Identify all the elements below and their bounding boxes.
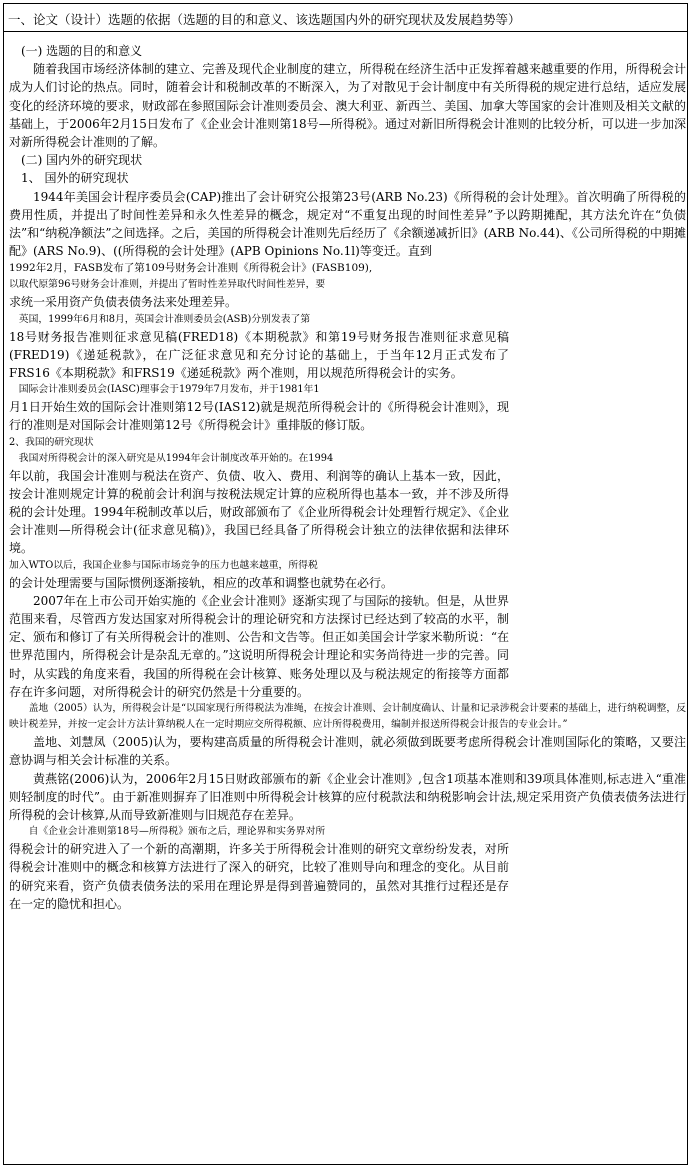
- foreign-paragraph-2b: 18号财务报告准则征求意见稿(FRED18)《本期税款》和第19号财务报告准则征求意见稿(FRED19)《递延税款》，在广泛征求意见和充分讨论的基础上，于当年12月正式发布了FRS16《本期税款》和FRS19《递延税款》两个准则，用以规范所得税会计的实务。: [9, 329, 509, 381]
- domestic-title: 2、我国的研究现状: [9, 436, 94, 448]
- domestic-paragraph-5: 黄燕铭(2006)认为，2006年2月15日财政部颁布的新《企业会计准则》,包含1项基本准则和39项具体准则,标志进入“重准则轻制度的时代”。由于新准则摒弃了旧准则中所得税会计核算的应付税款法和纳税影响会计法,规定采用资产负债表债务法进行所得税的会计核算,从而导致新准则与旧规范存在差异。: [9, 771, 686, 822]
- document-frame: [3, 3, 688, 1165]
- foreign-paragraph-2a: 英国，1999年6月和8月，英国会计准则委员会(ASB)分别发表了第: [18, 313, 311, 325]
- foreign-paragraph-3b: 月1日开始生效的国际会计准则第12号(IAS12)就是规范所得税会计的《所得税会计准则》，现行的准则是对国际会计准则第12号《所得税会计》重排版的修订版。: [9, 400, 509, 433]
- purpose-paragraph: 随着我国市场经济体制的建立、完善及现代企业制度的建立，所得税在经济生活中正发挥着越来越重要的作用，所得税会计成为人们讨论的热点。同时，随着会计和税制改革的不断深入，为了对散见于会计制度中有关所得税的规定进行总结，适应发展变化的经济环境的要求，财政部在参照国际会计准则委员会、澳大利亚、新西兰、美国、加拿大等国家的会计准则及相关文献的基础上，于2006年2月15日发布了《企业会计准则第18号—所得税》。通过对新旧所得税会计准则的比较分析，可以进一步加深对新所得税会计准则的了解。: [9, 62, 686, 150]
- domestic-paragraph-4: 盖地、刘慧凤（2005)认为，要构建高质量的所得税会计准则，就必须做到既要考虑所得税会计准则国际化的策略，又要注意协调与相关会计标准的关系。: [9, 735, 686, 768]
- domestic-paragraph-1d: 的会计处理需要与国际惯例逐渐接轨，相应的改革和调整也就势在必行。: [9, 575, 394, 590]
- domestic-paragraph-6b: 得税会计的研究进入了一个新的高潮期，许多关于所得税会计准则的研究文章纷纷发表，对所得税会计准则中的概念和核算方法进行了深入的研究，比较了准则导向和理念的变化。从目前的研究来看，资产负债表债务法的采用在理论界是得到普遍赞同的，虽然对其推行过程还是存在一定的隐忧和担心。: [9, 842, 509, 911]
- foreign-paragraph-1: 1944年美国会计程序委员会(CAP)推出了会计研究公报第23号(ARB No.23)《所得税的会计处理》。首次明确了所得税的费用性质，并提出了时间性差异和永久性差异的概念，规定对“不重复出现的时间性差异”予以跨期摊配，其方法允许在“负债法”和“纳税净额法”之间选择。之后，美国的所得税会计准则先后经历了《余额递减折旧》(ARB No.44)、《公司所得税的中期摊配》(ARS No.9)、((所得税的会计处理》(APB Opinions No.1l)等变迁。直到: [9, 189, 686, 259]
- domestic-paragraph-2: 2007年在上市公司开始实施的《企业会计准则》逐渐实现了与国际的接轨。但是，从世界范围来看，尽管西方发达国家对所得税会计的理论研究和方法探讨已经达到了较高的水平，制定、颁布和修订了有关所得税会计的准则、公告和文告等。但正如美国会计学家米勒所说：“在世界范围内，所得税会计是杂乱无章的。”这说明所得税会计理论和实务尚待进一步的完善。同时，从实践的角度来看，我国的所得税在会计核算、账务处理以及与税法规定的衔接等方面都存在许多问题，对所得税会计的研究仍然是十分重要的。: [9, 593, 509, 699]
- domestic-paragraph-1a: 我国对所得税会计的深入研究是从1994年会计制度改革开始的。在1994: [18, 452, 334, 464]
- domestic-paragraph-1b: 年以前，我国会计准则与税法在资产、负债、收入、费用、利润等的确认上基本一致，因此，按会计准则规定计算的税前会计利润与按税法规定计算的应税所得也基本一致，并不涉及所得税的会计处理。1994年税制改革以后，财政部颁布了《企业所得税会计处理暂行规定》、《企业会计准则—所得税会计(征求意见稿)》，我国已经具备了所得税会计独立的法律依据和法律环境。: [9, 468, 509, 556]
- status-title: (二) 国内外的研究现状: [21, 153, 143, 168]
- foreign-paragraph-3a: 国际会计准则委员会(IASC)理事会于1979年7月发布，并于1981年1: [18, 384, 320, 396]
- domestic-paragraph-1c: 加入WTO以后，我国企业参与国际市场竞争的压力也越来越重，所得税: [9, 559, 318, 571]
- section-heading-box: [4, 4, 687, 32]
- foreign-paragraph-1c: 以取代原第96号财务会计准则，并提出了暂时性差异取代时间性差异，要: [9, 279, 326, 291]
- purpose-title: (一) 选题的目的和意义: [21, 44, 143, 58]
- foreign-paragraph-1d: 求统一采用资产负债表债务法来处理差异。: [9, 295, 238, 310]
- foreign-paragraph-1b: 1992年2月，FASB发布了第109号财务会计准则《所得税会计》(FASB109),: [9, 262, 373, 275]
- foreign-title: 1、 国外的研究现状: [21, 171, 129, 186]
- domestic-paragraph-6a: 自《企业会计准则第18号—所得税》颁布之后，理论界和实务界对所: [28, 826, 326, 838]
- document-body: [9, 42, 686, 913]
- section-heading: 一、论文（设计）选题的依据（选题的目的和意义、该选题国内外的研究现状及发展趋势等）: [8, 12, 521, 27]
- domestic-paragraph-3: 盖地（2005）认为，所得税会计是“以国家现行所得税法为准绳，在按会计准则、会计制度确认、计量和记录涉税会计要素的基础上，进行纳税调整，反映计税差异，并按一定会计方法计算纳税人在一定时期应交所得税额、应计所得税费用，编制并报送所得税会计报告的专业会计。”: [9, 703, 686, 731]
